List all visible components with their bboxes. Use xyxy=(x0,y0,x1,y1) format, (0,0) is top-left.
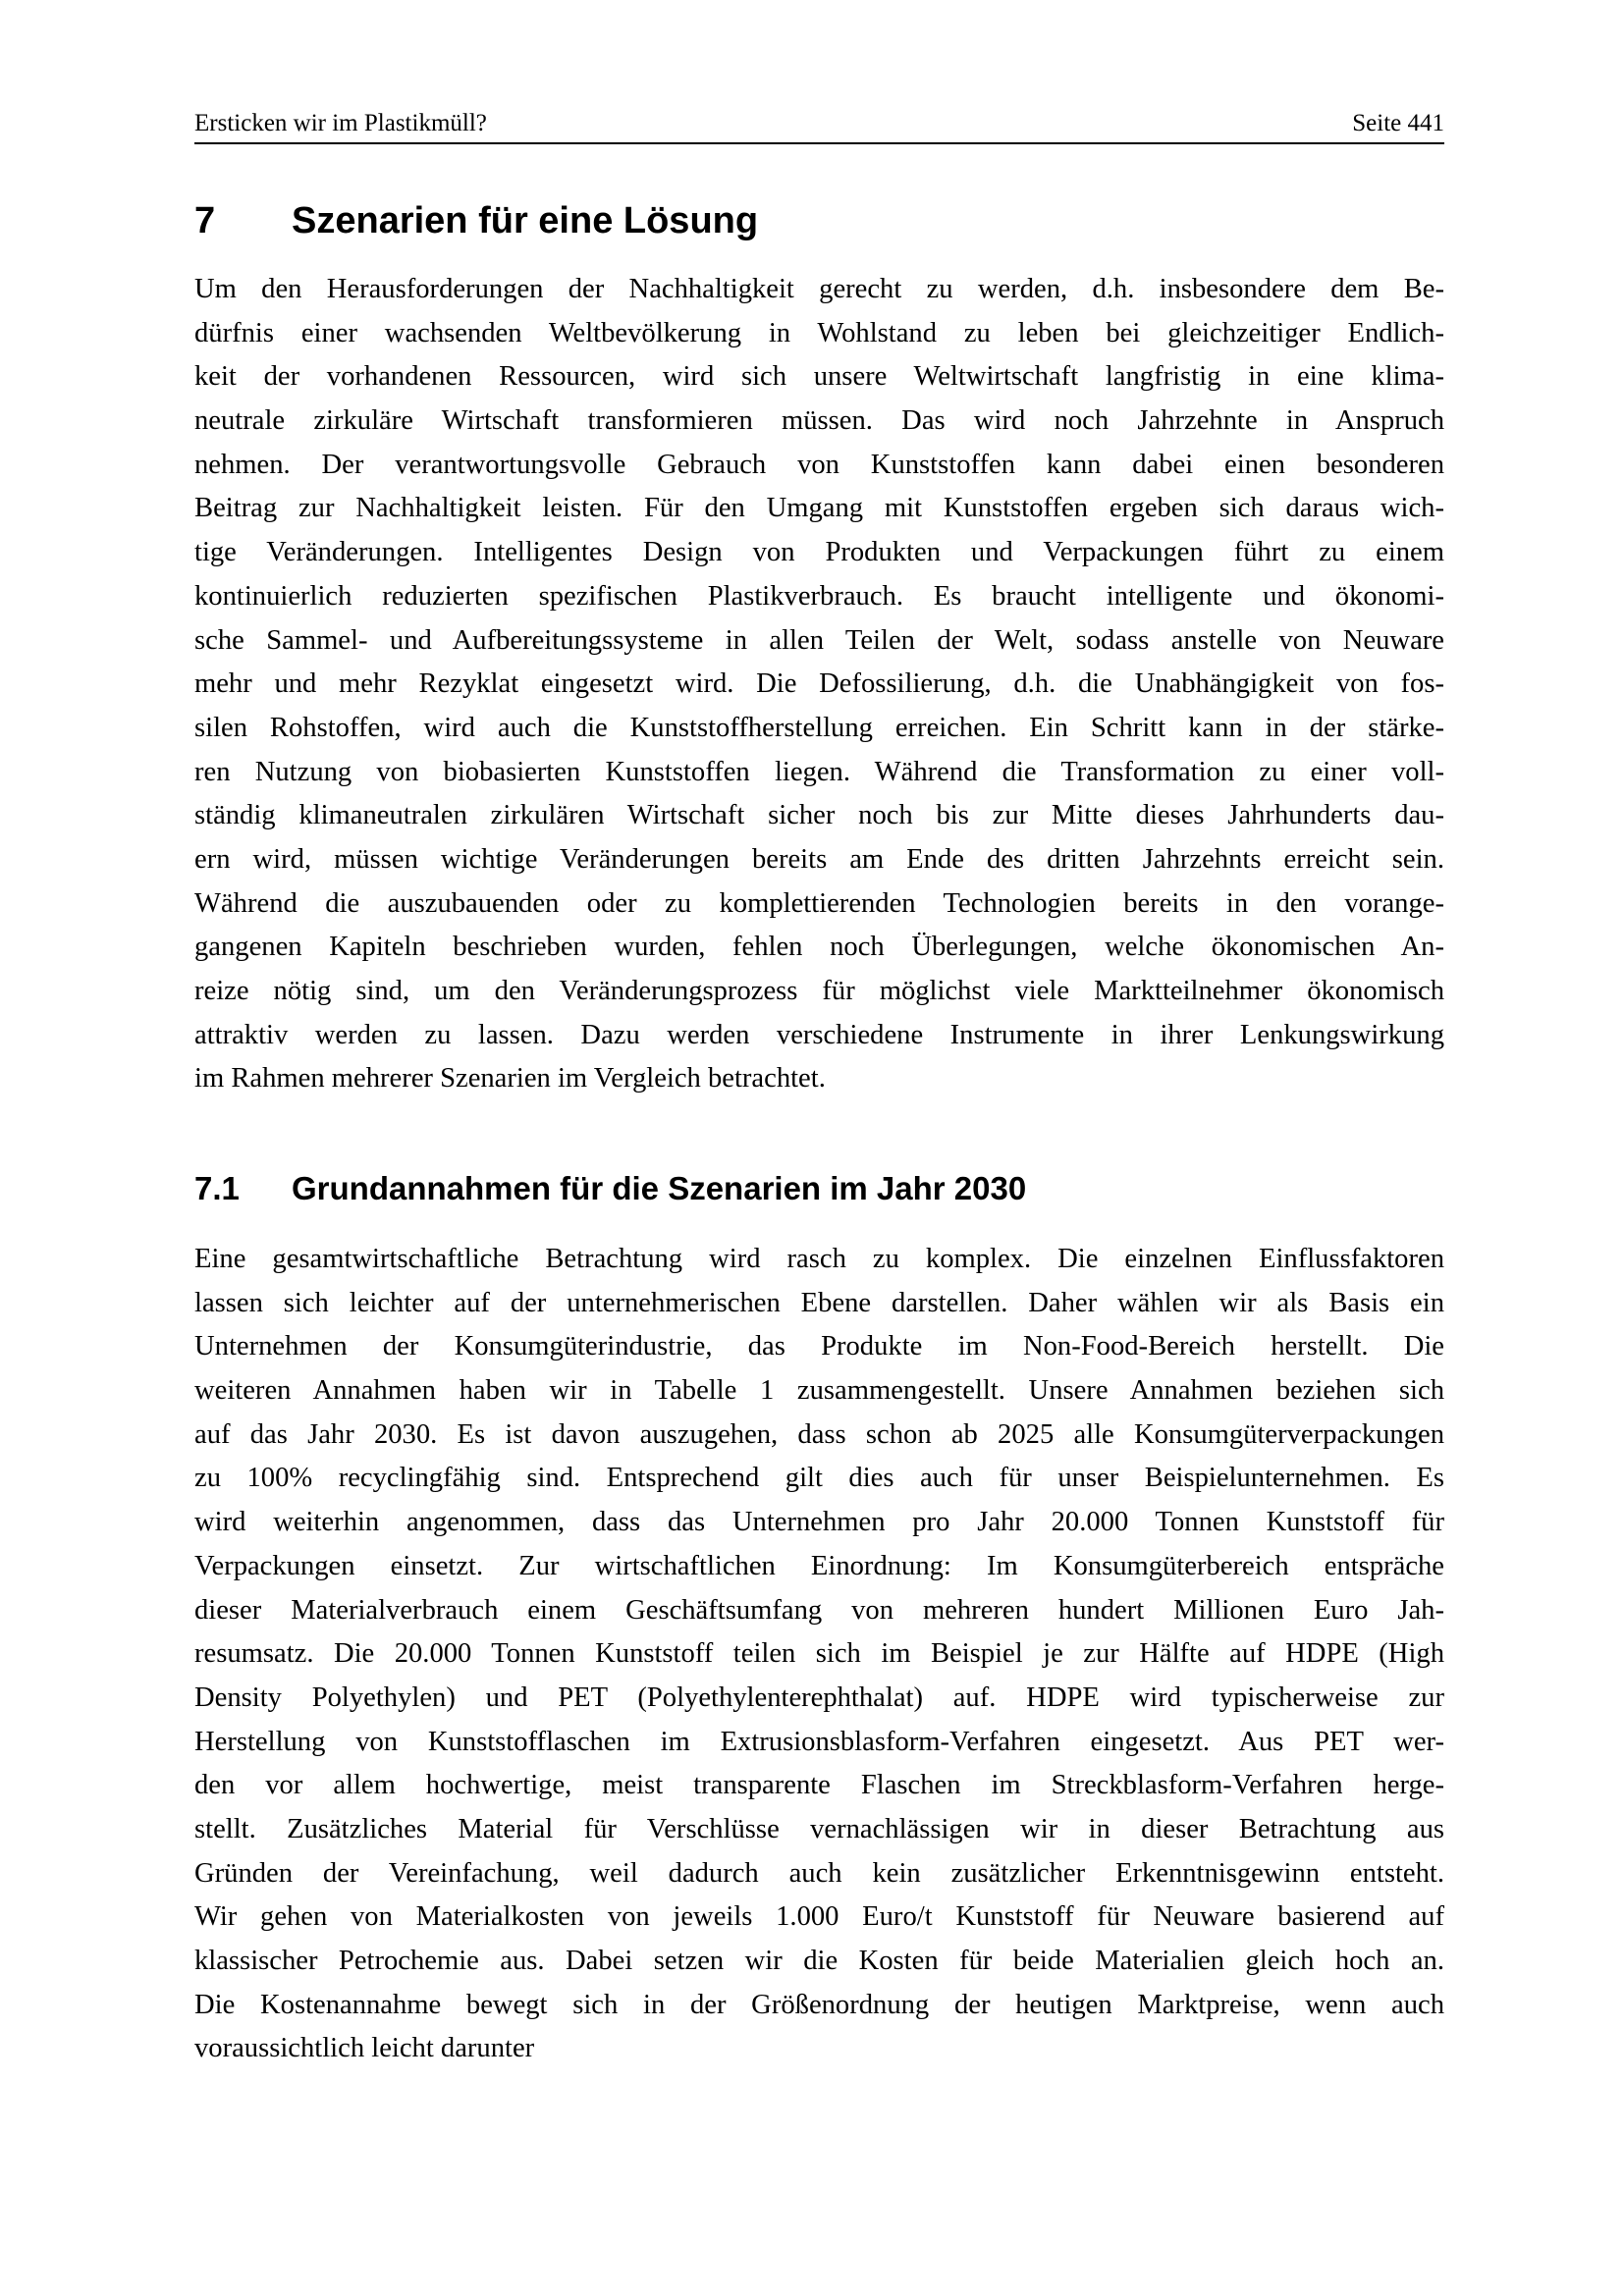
text-line: stellt. Zusätzliches Material für Verschlüsse vernachlässigen wir in dieser Betrachtung aus xyxy=(194,1813,1444,1844)
text-line: Während die auszubauenden oder zu komplettierenden Technologien bereits in den vorange- xyxy=(194,887,1444,919)
subsection-title: Grundannahmen für die Szenarien im Jahr 2030 xyxy=(292,1170,1027,1206)
running-header-title: Ersticken wir im Plastikmüll? xyxy=(194,110,487,136)
text-line: Density Polyethylen) und PET (Polyethylenterephthalat) auf. HDPE wird typischerweise zur xyxy=(194,1682,1444,1713)
text-line: weiteren Annahmen haben wir in Tabelle 1 zusammengestellt. Unsere Annahmen beziehen sich xyxy=(194,1375,1444,1407)
text-line: Wir gehen von Materialkosten von jeweils 1.000 Euro/t Kunststoff für Neuware basierend auf xyxy=(194,1901,1444,1933)
subsection-heading xyxy=(194,1167,1026,1210)
text-line: dieser Materialverbrauch einem Geschäftsumfang von mehreren hundert Millionen Euro Jah- xyxy=(194,1594,1444,1626)
text-line: Unternehmen der Konsumgüterindustrie, das Produkte im Non-Food-Bereich herstellt. Die xyxy=(194,1331,1444,1362)
paragraph-intro xyxy=(194,268,1444,1101)
text-line: voraussichtlich leicht darunter xyxy=(194,2033,535,2064)
text-line: wird weiterhin angenommen, dass das Unternehmen pro Jahr 20.000 Tonnen Kunststoff für xyxy=(194,1507,1444,1538)
section-heading xyxy=(194,196,758,245)
paragraph-assumptions xyxy=(194,1238,1444,2071)
section-number: 7 xyxy=(194,200,216,241)
section-title: Szenarien für eine Lösung xyxy=(292,200,759,241)
text-line: reize nötig sind, um den Veränderungsprozess für möglichst viele Marktteilnehmer ökonomisch xyxy=(194,976,1444,1006)
text-line: silen Rohstoffen, wird auch die Kunststoffherstellung erreichen. Ein Schritt kann in der stärke- xyxy=(194,712,1444,743)
text-line: attraktiv werden zu lassen. Dazu werden verschiedene Instrumente in ihrer Lenkungswirkung xyxy=(194,1019,1444,1050)
text-line: Eine gesamtwirtschaftliche Betrachtung wird rasch zu komplex. Die einzelnen Einflussfaktoren xyxy=(194,1244,1444,1274)
running-header xyxy=(194,110,1444,139)
text-line: sche Sammel- und Aufbereitungssysteme in allen Teilen der Welt, sodass anstelle von Neuware xyxy=(194,624,1444,656)
text-line: Herstellung von Kunststofflaschen im Extrusionsblasform-Verfahren eingesetzt. Aus PET wer- xyxy=(194,1726,1444,1757)
text-line: gangenen Kapiteln beschrieben wurden, fehlen noch Überlegungen, welche ökonomischen An- xyxy=(194,932,1444,963)
text-line: keit der vorhandenen Ressourcen, wird sich unsere Weltwirtschaft langfristig in eine klima- xyxy=(194,361,1444,393)
text-line: klassischer Petrochemie aus. Dabei setzen wir die Kosten für beide Materialien gleich hoch an. xyxy=(194,1946,1444,1976)
text-line: Verpackungen einsetzt. Zur wirtschaftlichen Einordnung: Im Konsumgüterbereich entspräche xyxy=(194,1550,1444,1581)
text-line: dürfnis einer wachsenden Weltbevölkerung in Wohlstand zu leben bei gleichzeitiger Endlich- xyxy=(194,317,1444,348)
text-line: Um den Herausforderungen der Nachhaltigkeit gerecht zu werden, d.h. insbesondere dem Be- xyxy=(194,274,1444,304)
text-line: ständig klimaneutralen zirkulären Wirtschaft sicher noch bis zur Mitte dieses Jahrhunderts dau- xyxy=(194,800,1444,831)
text-line: Beitrag zur Nachhaltigkeit leisten. Für den Umgang mit Kunststoffen ergeben sich daraus wich- xyxy=(194,493,1444,524)
text-line: den vor allem hochwertige, meist transparente Flaschen im Streckblasform-Verfahren herge- xyxy=(194,1770,1444,1801)
text-line: kontinuierlich reduzierten spezifischen Plastikverbrauch. Es braucht intelligente und ökonomi- xyxy=(194,580,1444,612)
text-line: lassen sich leichter auf der unternehmerischen Ebene darstellen. Daher wählen wir als Basis ein xyxy=(194,1287,1444,1318)
text-line: Gründen der Vereinfachung, weil dadurch auch kein zusätzlicher Erkenntnisgewinn entsteht. xyxy=(194,1857,1444,1889)
page-number: Seite 441 xyxy=(1352,110,1444,136)
text-line: tige Veränderungen. Intelligentes Design von Produkten und Verpackungen führt zu einem xyxy=(194,537,1444,568)
text-line: mehr und mehr Rezyklat eingesetzt wird. Die Defossilierung, d.h. die Unabhängigkeit von fos- xyxy=(194,668,1444,700)
text-line: im Rahmen mehrerer Szenarien im Vergleich betrachtet. xyxy=(194,1063,826,1095)
text-line: Die Kostenannahme bewegt sich in der Größenordnung der heutigen Marktpreise, wenn auch xyxy=(194,1989,1444,2020)
text-line: ren Nutzung von biobasierten Kunststoffen liegen. Während die Transformation zu einer voll- xyxy=(194,756,1444,787)
header-rule xyxy=(194,142,1444,144)
text-line: auf das Jahr 2030. Es ist davon auszugehen, dass schon ab 2025 alle Konsumgüterverpackungen xyxy=(194,1418,1444,1450)
text-line: neutrale zirkuläre Wirtschaft transformieren müssen. Das wird noch Jahrzehnte in Anspruch xyxy=(194,405,1444,437)
text-line: ern wird, müssen wichtige Veränderungen bereits am Ende des dritten Jahrzehnts erreicht sein. xyxy=(194,843,1444,875)
subsection-number: 7.1 xyxy=(194,1170,240,1206)
text-line: resumsatz. Die 20.000 Tonnen Kunststoff teilen sich im Beispiel je zur Hälfte auf HDPE (High xyxy=(194,1638,1444,1670)
text-line: nehmen. Der verantwortungsvolle Gebrauch von Kunststoffen kann dabei einen besonderen xyxy=(194,449,1444,480)
text-line: zu 100% recyclingfähig sind. Entsprechend gilt dies auch für unser Beispielunternehmen. Es xyxy=(194,1463,1444,1494)
